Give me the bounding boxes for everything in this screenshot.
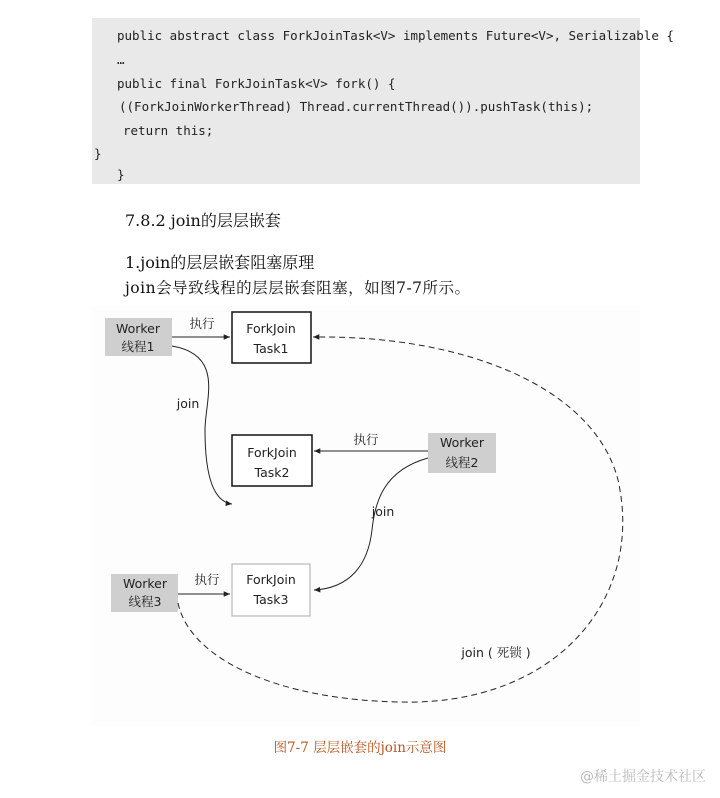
worker-2-label: Worker xyxy=(439,435,485,450)
worker-3-label: Worker xyxy=(122,576,168,591)
worker-2-node xyxy=(428,433,496,473)
task-2-name: Task2 xyxy=(254,465,290,480)
join-label-2: join xyxy=(371,504,395,519)
worker-2-thread: 线程2 xyxy=(445,455,479,470)
exec-label-2: 执行 xyxy=(353,432,379,447)
task-1-name: Task1 xyxy=(253,341,289,356)
task-1-node xyxy=(232,312,311,363)
worker-1-node xyxy=(105,318,172,356)
body-paragraph: join会导致线程的层层嵌套阻塞，如图7-7所示。 xyxy=(125,279,471,297)
task-1-label: ForkJoin xyxy=(246,321,296,336)
task-3-name: Task3 xyxy=(253,592,289,607)
join-deadlock-label: join ( 死锁 ) xyxy=(461,645,531,660)
code-line: public abstract class ForkJoinTask<V> implements Future<V>, Serializable { xyxy=(117,28,674,43)
task-3-node xyxy=(232,564,310,616)
code-line: return this; xyxy=(123,123,214,138)
task-2-label: ForkJoin xyxy=(247,445,297,460)
worker-3-node xyxy=(111,574,178,612)
figure-caption: 图7-7 层层嵌套的join示意图 xyxy=(273,740,447,756)
code-line: ((ForkJoinWorkerThread) Thread.currentThread()).pushTask(this); xyxy=(119,99,594,114)
code-line: … xyxy=(117,52,125,67)
task-2-node xyxy=(232,435,312,486)
task-3-label: ForkJoin xyxy=(246,572,296,587)
watermark: @稀土掘金技术社区 xyxy=(580,769,706,785)
join-label-1: join xyxy=(176,396,200,411)
exec-label-1: 执行 xyxy=(189,316,215,331)
exec-label-3: 执行 xyxy=(194,572,220,587)
join-curve-1 xyxy=(172,346,232,504)
section-heading: 7.8.2 join的层层嵌套 xyxy=(125,211,281,230)
code-line: public final ForkJoinTask<V> fork() { xyxy=(117,76,396,91)
deadlock-join-curve xyxy=(178,337,623,702)
join-curve-2 xyxy=(314,458,428,590)
worker-3-thread: 线程3 xyxy=(128,594,162,609)
worker-1-label: Worker xyxy=(115,321,161,336)
code-line: } xyxy=(94,146,102,161)
worker-1-thread: 线程1 xyxy=(121,339,155,354)
code-line: } xyxy=(117,167,125,182)
subsection-heading: 1.join的层层嵌套阻塞原理 xyxy=(125,253,315,272)
